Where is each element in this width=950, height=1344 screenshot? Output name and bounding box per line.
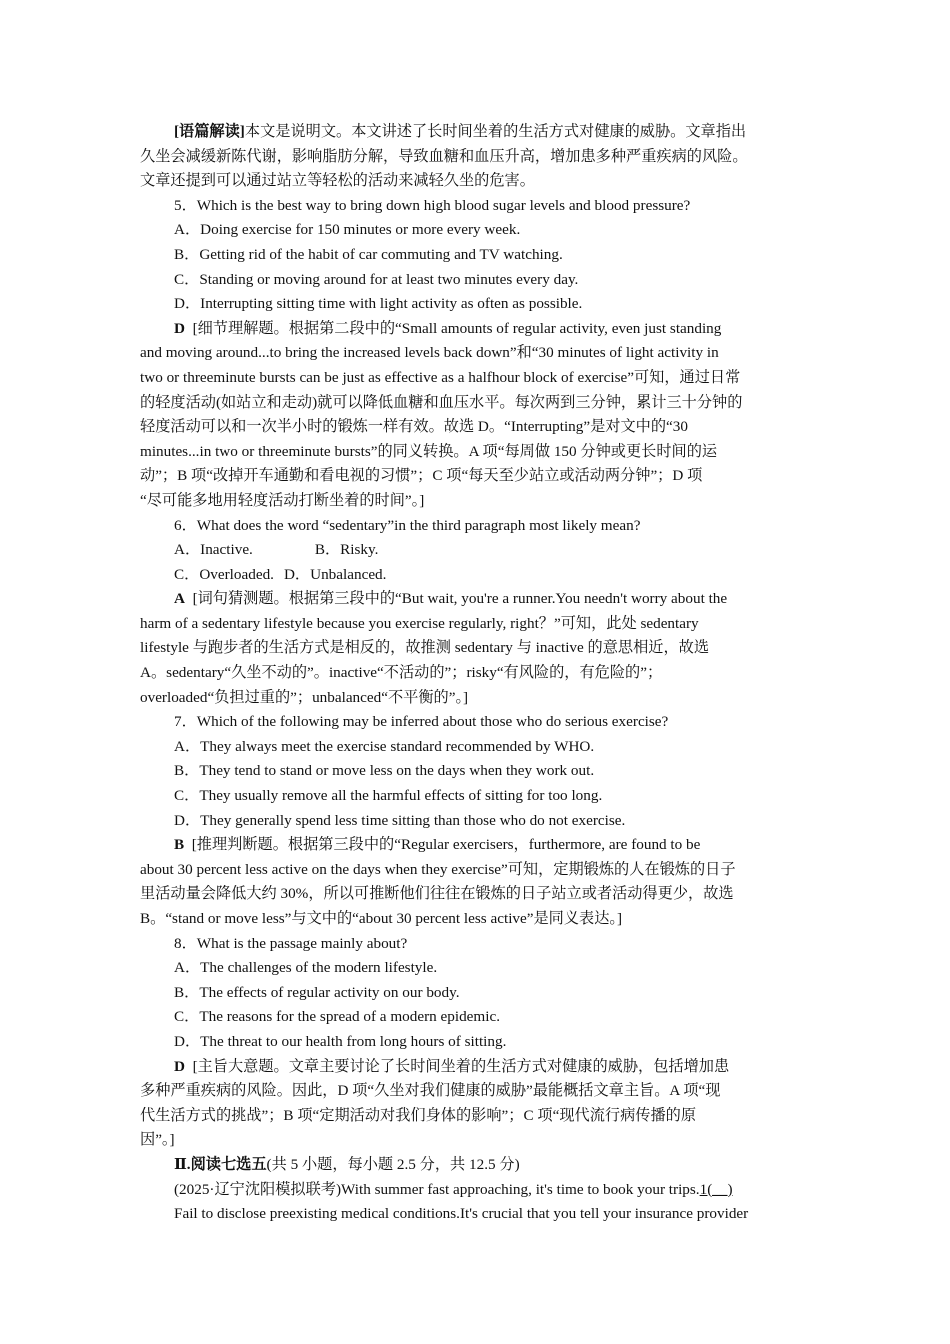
q8-option-c: C．The reasons for the spread of a modern epidemic. (174, 1008, 500, 1026)
q6-explanation-line: overloaded“负担过重的”；unbalanced“不平衡的”。] (140, 688, 469, 706)
q6-option-d: D．Unbalanced. (283, 565, 387, 583)
section2-note: (共 5 小题，每小题 2.5 分，共 12.5 分) (266, 1155, 520, 1173)
q6-options-row-2 (140, 563, 810, 588)
q6-options-row-1 (140, 538, 810, 563)
q7-explanation-line: 里活动量会降低大约 30%，所以可推断他们往往在锻炼的日子站立或者活动得更少，故选 (140, 885, 734, 903)
q6-explanation-line: A [词句猜测题。根据第三段中的“But wait, you're a runner.You needn't worry about the (174, 590, 728, 608)
q5-explanation-line: “尽可能多地用轻度活动打断坐着的时间”。] (140, 491, 425, 509)
section2-last-line: Fail to disclose preexisting medical conditions.It's crucial that you tell your insurance provider (174, 1205, 749, 1223)
q6-explanation-line: A。sedentary“久坐不动的”。inactive“不活动的”；risky“有风险的，有危险的”； (140, 664, 663, 682)
q7-option-c: C．They usually remove all the harmful effects of sitting for too long. (174, 787, 603, 805)
q8-answer: D (174, 1057, 185, 1075)
q8-explanation-line: 因”。] (140, 1131, 175, 1149)
q7-question: 7．Which of the following may be inferred about those who do serious exercise? (174, 713, 669, 731)
section2-title: Ⅱ.阅读七选五 (174, 1155, 267, 1173)
q7-option-d: D．They generally spend less time sitting than those who do not exercise. (174, 811, 626, 829)
intro-line-1: [语篇解读]本文是说明文。本文讲述了长时间坐着的生活方式对健康的威胁。文章指出 (174, 123, 747, 140)
q6-question: 6．What does the word “sedentary”in the third paragraph most likely mean? (174, 516, 641, 534)
intro-tag: [语篇解读] (174, 123, 245, 140)
q5-question: 5．Which is the best way to bring down high blood sugar levels and blood pressure? (174, 196, 691, 214)
q8-question: 8．What is the passage mainly about? (174, 934, 408, 952)
q8-option-b: B．The effects of regular activity on our body. (174, 983, 460, 1001)
q6-explanation-line: harm of a sedentary lifestyle because you exercise regularly, right？”可知，此处 sedentary (140, 614, 699, 632)
q5-option-c: C．Standing or moving around for at least two minutes every day. (174, 270, 579, 288)
q8-option-a: A．The challenges of the modern lifestyle. (174, 959, 438, 977)
q6-option-c: C．Overloaded. (174, 565, 274, 583)
q6-option-b: B．Risky. (314, 541, 379, 559)
q5-explanation-line: two or threeminute bursts can be just as effective as a halfhour block of exercise”可知，通过日常 (140, 368, 741, 386)
section2-source-line: (2025·辽宁沈阳模拟联考)With summer fast approaching, it's time to book your trips.1(__) (174, 1180, 733, 1198)
q8-explanation-line: D [主旨大意题。文章主要讨论了长时间坐着的生活方式对健康的威胁，包括增加患 (174, 1057, 730, 1075)
q7-explanation-line: B。“stand or move less”与文中的“about 30 percent less active”是同义表达。] (140, 910, 623, 927)
q5-explanation-line: 轻度活动可以和一次半小时的锻炼一样有效。故选 D。“Interrupting”是对文中的“30 (140, 418, 688, 436)
intro-line-2: 久坐会减缓新陈代谢，影响脂肪分解，导致血糖和血压升高，增加患多种严重疾病的风险。 (140, 147, 748, 165)
q8-explanation-line: 多种严重疾病的风险。因此，D 项“久坐对我们健康的威胁”最能概括文章主旨。A 项“现 (140, 1082, 721, 1100)
q5-explanation-line: 的轻度活动(如站立和走动)就可以降低血糖和血压水平。每次两到三分钟，累计三十分钟的 (140, 393, 743, 411)
q5-explanation-line: and moving around...to bring the increased levels back down”和“30 minutes of light activity in (140, 344, 719, 362)
q6-explanation-line: lifestyle 与跑步者的生活方式是相反的，故推测 sedentary 与 inactive 的意思相近，故选 (140, 639, 710, 657)
q5-explanation-line: D [细节理解题。根据第二段中的“Small amounts of regular activity, even just standing (174, 319, 722, 337)
q5-explanation-line: 动”；B 项“改掉开车通勤和看电视的习惯”；C 项“每天至少站立或活动两分钟”；D 项 (140, 467, 703, 485)
q7-option-b: B．They tend to stand or move less on the days when they work out. (174, 762, 595, 780)
blank-1: 1(__) (699, 1180, 733, 1198)
q8-option-d: D．The threat to our health from long hours of sitting. (174, 1032, 507, 1050)
q5-option-a: A．Doing exercise for 150 minutes or more every week. (174, 221, 521, 239)
q5-option-b: B．Getting rid of the habit of car commuting and TV watching. (174, 245, 563, 263)
intro-line-3: 文章还提到可以通过站立等轻松的活动来减轻久坐的危害。 (140, 172, 535, 190)
q6-answer: A (174, 590, 185, 608)
q5-explanation-line: minutes...in two or threeminute bursts”的同义转换。A 项“每周做 150 分钟或更长时间的运 (140, 442, 718, 460)
document-page (140, 120, 810, 1227)
q6-option-a: A．Inactive. (174, 541, 253, 559)
q7-explanation-line: B [推理判断题。根据第三段中的“Regular exercisers，furthermore, are found to be (174, 836, 701, 854)
q7-option-a: A．They always meet the exercise standard recommended by WHO. (174, 737, 595, 755)
q8-explanation-line: 代生活方式的挑战”；B 项“定期活动对我们身体的影响”；C 项“现代流行病传播的原 (140, 1106, 697, 1124)
q5-answer: D (174, 319, 185, 337)
section2-heading (140, 1153, 810, 1178)
q5-option-d: D．Interrupting sitting time with light activity as often as possible. (174, 295, 583, 313)
q7-answer: B (174, 836, 185, 854)
q7-explanation-line: about 30 percent less active on the days when they exercise”可知，定期锻炼的人在锻炼的日子 (140, 860, 736, 878)
